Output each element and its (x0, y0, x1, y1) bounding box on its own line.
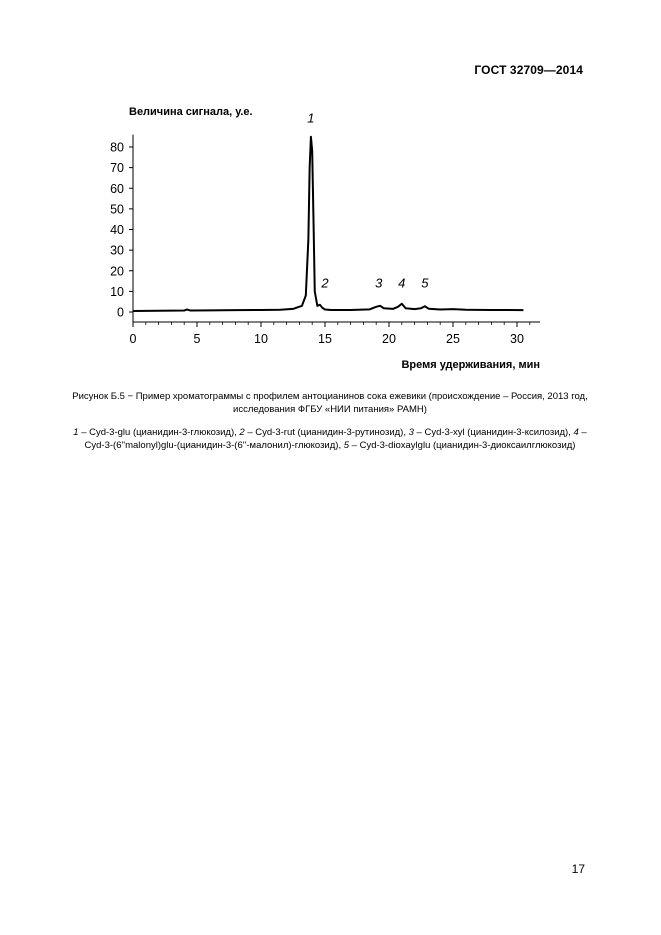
y-tick-label-40: 40 (110, 223, 124, 237)
legend-text-5: – Cyd-3-dioxaylglu (цианидин-3-диоксаилглюкозид) (349, 440, 576, 451)
legend-number-5: 5 (343, 440, 350, 451)
x-tick-label-20: 20 (382, 332, 396, 346)
peak-label-2: 2 (321, 275, 329, 291)
peak-label-1: 1 (307, 110, 315, 126)
y-tick-label-50: 50 (110, 202, 124, 217)
x-tick-label-15: 15 (318, 332, 332, 346)
peak-annotations (307, 110, 429, 290)
y-tick-label-10: 10 (110, 284, 124, 299)
legend-text-1: – Cyd-3-glu (цианидин-3-глюкозид), (78, 427, 240, 438)
y-tick-label-30: 30 (110, 243, 124, 258)
x-tick-label-5: 5 (193, 332, 201, 346)
legend-text-2: – Cyd-3-rut (цианидин-3-рутинозид), (244, 427, 409, 438)
chart-axes (133, 135, 540, 322)
page-number: 17 (571, 862, 585, 876)
x-tick-label-10: 10 (254, 332, 268, 346)
legend-number-2: 2 (239, 427, 245, 438)
y-tick-label-80: 80 (110, 140, 124, 155)
legend-number-3: 3 (408, 427, 414, 438)
y-axis-label: Величина сигнала, у.е. (129, 106, 253, 118)
x-tick-label-0: 0 (129, 332, 137, 346)
legend-number-4: 4 (573, 427, 579, 438)
legend-text-4: – Cyd-3-(6''malonyl)glu-(цианидин-3-(6''-малонил)-глюкозид), (84, 427, 587, 451)
legend-number-1: 1 (73, 427, 79, 438)
y-tick-label-0: 0 (117, 305, 124, 320)
y-tick-label-70: 70 (110, 161, 124, 176)
peak-legend (70, 426, 590, 452)
chart-ticks (110, 141, 530, 347)
peak-label-5: 5 (421, 275, 429, 291)
peak-label-3: 3 (375, 275, 383, 291)
y-tick-label-60: 60 (110, 181, 124, 196)
legend-text-3: – Cyd-3-xyl (цианидин-3-ксилозид), (413, 427, 574, 438)
x-tick-label-25: 25 (446, 332, 460, 346)
chromatogram-chart (0, 0, 661, 385)
peak-label-4: 4 (398, 275, 406, 291)
document-standard-header: ГОСТ 32709—2014 (474, 63, 583, 77)
x-tick-label-30: 30 (510, 332, 524, 346)
x-axis-label: Время удерживания, мин (401, 359, 540, 371)
y-tick-label-20: 20 (110, 264, 124, 279)
figure-caption: Рисунок Б.5 − Пример хроматограммы с профилем антоцианинов сока ежевики (происхождение – Россия, 2013 год, исследования ФГБУ «НИИ питания» РАМН) (72, 391, 588, 415)
